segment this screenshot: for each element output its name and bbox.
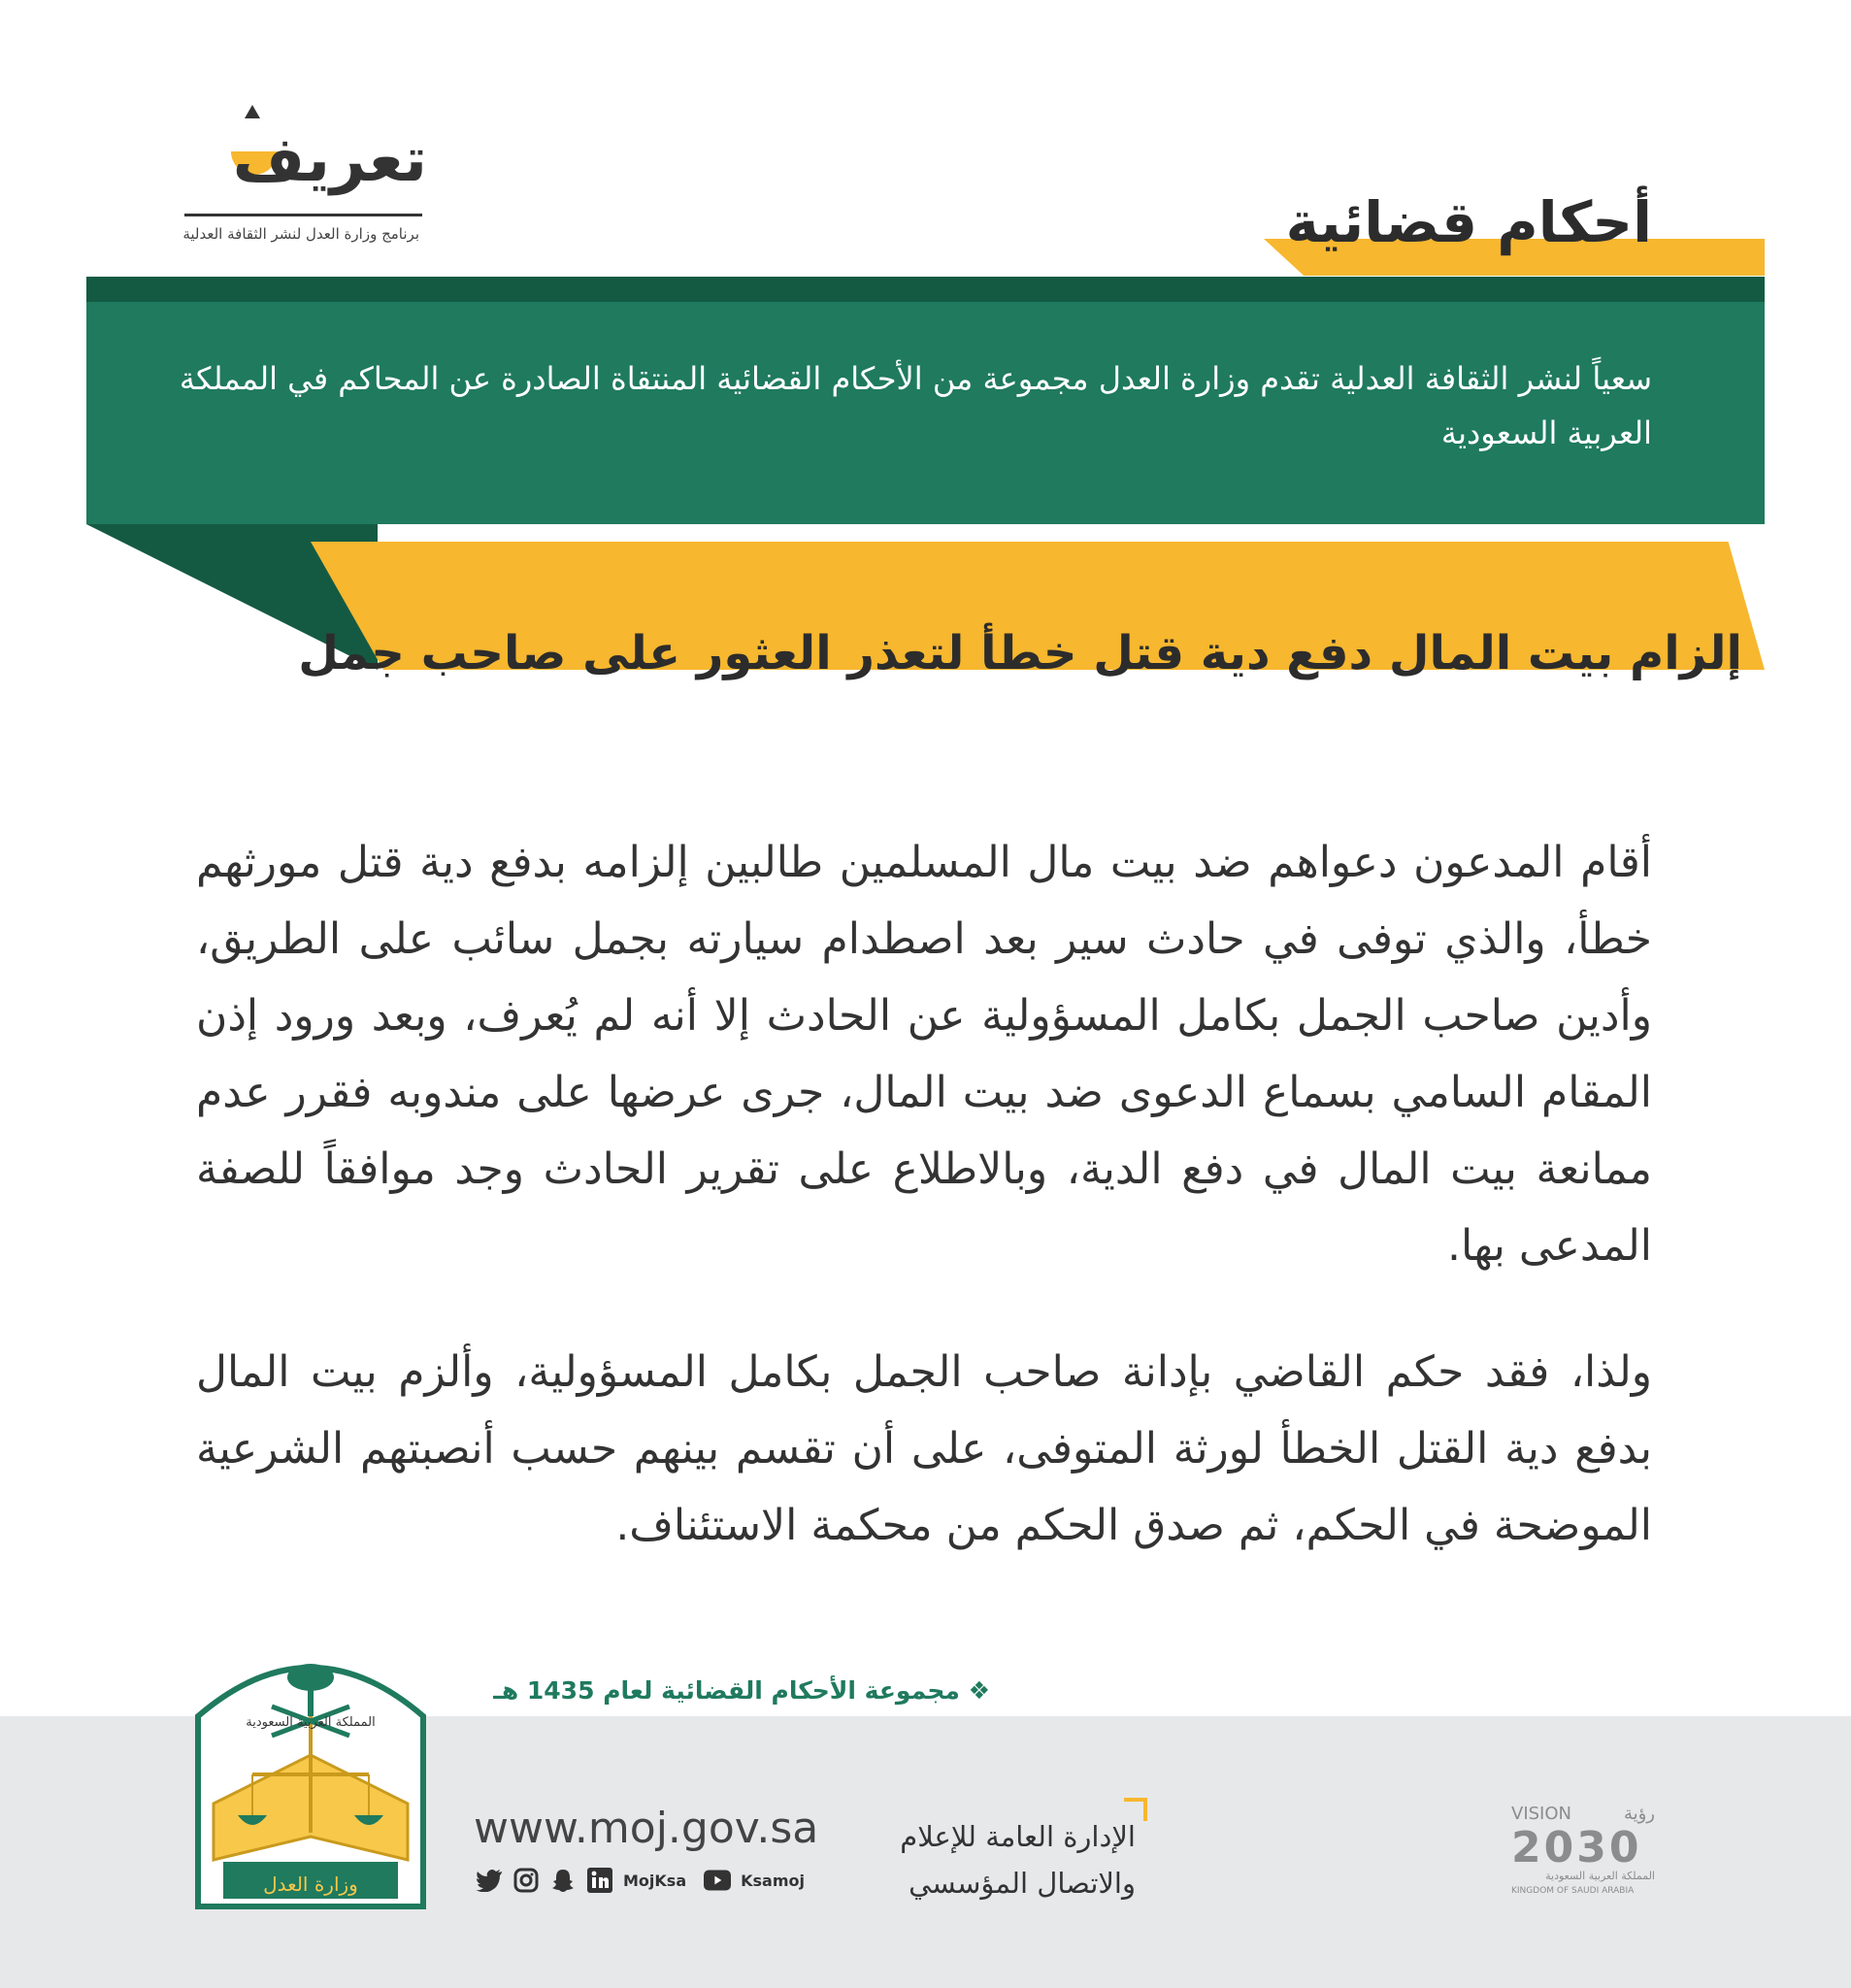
vision-kingdom-en: KINGDOM OF SAUDI ARABIA (1511, 1886, 1635, 1896)
emblem-arch-text: المملكة العربية السعودية (246, 1715, 376, 1730)
collection-bullet-icon: ❖ (968, 1676, 990, 1705)
tarif-logo (184, 105, 427, 250)
website-link[interactable]: www.moj.gov.sa (474, 1804, 819, 1853)
case-title: إلزام بيت المال دفع دية قتل خطأ لتعذر العثور على صاحب جمل (298, 626, 1742, 680)
department-name (874, 1813, 1136, 1906)
vision-2030-graphic (1509, 1798, 1665, 1905)
vision-year: 2030 (1511, 1823, 1642, 1872)
moj-emblem-graphic (194, 1629, 427, 1910)
logo-wordmark: تعريف (232, 124, 427, 196)
department-line-2: والاتصال المؤسسي (909, 1867, 1136, 1900)
youtube-icon[interactable] (704, 1867, 731, 1894)
collection-note (408, 1676, 990, 1705)
intro-band-top-strip (86, 277, 1765, 302)
social-handle-ksamoj[interactable]: Ksamoj (741, 1871, 805, 1890)
social-handle-mojksa[interactable]: MojKsa (623, 1871, 687, 1890)
department-line-1: الإدارة العامة للإعلام (900, 1820, 1136, 1853)
logo-rule (184, 214, 422, 216)
collection-text: مجموعة الأحكام القضائية لعام 1435 هـ (493, 1676, 960, 1705)
emblem-label: وزارة العدل (263, 1872, 358, 1896)
vision-2030-logo (1509, 1798, 1665, 1905)
twitter-icon[interactable] (476, 1867, 503, 1894)
page-title: أحكام قضائية (1285, 189, 1652, 255)
moj-emblem (194, 1629, 427, 1910)
case-paragraph-1: أقام المدعون دعواهم ضد بيت مال المسلمين طالبين إلزامه بدفع دية قتل مورثهم خطأ، والذي توفى في حادث سير بعد اصطدام سيارته بجمل سائب على الطريق، وأدين صاحب الجمل بكامل المسؤولية عن الحادث إلا أنه لم يُعرف، وبعد ورود إذن المقام السامي بسماع الدعوى ضد بيت المال، جرى عرضها على مندوبه فقرر عدم ممانعة بيت المال في دفع الدية، وبالاطلاع على تقرير الحادث وجد موافقاً للصفة المدعى بها. (196, 838, 1652, 1271)
vision-kingdom-ar: المملكة العربية السعودية (1545, 1870, 1655, 1882)
vision-ar-label: رؤية (1623, 1804, 1655, 1824)
case-paragraph-2: ولذا، فقد حكم القاضي بإدانة صاحب الجمل بكامل المسؤولية، وألزم بيت المال بدفع دية القتل الخطأ لورثة المتوفى، على أن تقسم بينهم حسب أنصبتهم الشرعية الموضحة في الحكم، ثم صدق الحكم من محكمة الاستئناف. (196, 1347, 1652, 1550)
linkedin-icon[interactable] (586, 1867, 613, 1894)
logo-drop-icon (245, 105, 260, 118)
intro-text: سعياً لنشر الثقافة العدلية تقدم وزارة العدل مجموعة من الأحكام القضائية المنتقاة الصادرة عن المحاكم في المملكة العربية السعودية (179, 360, 1652, 451)
snapchat-icon[interactable] (549, 1867, 577, 1894)
instagram-icon[interactable] (512, 1867, 540, 1894)
social-links (476, 1864, 812, 1897)
vision-label: VISION (1511, 1804, 1571, 1824)
logo-tagline: برنامج وزارة العدل لنشر الثقافة العدلية (182, 225, 419, 243)
